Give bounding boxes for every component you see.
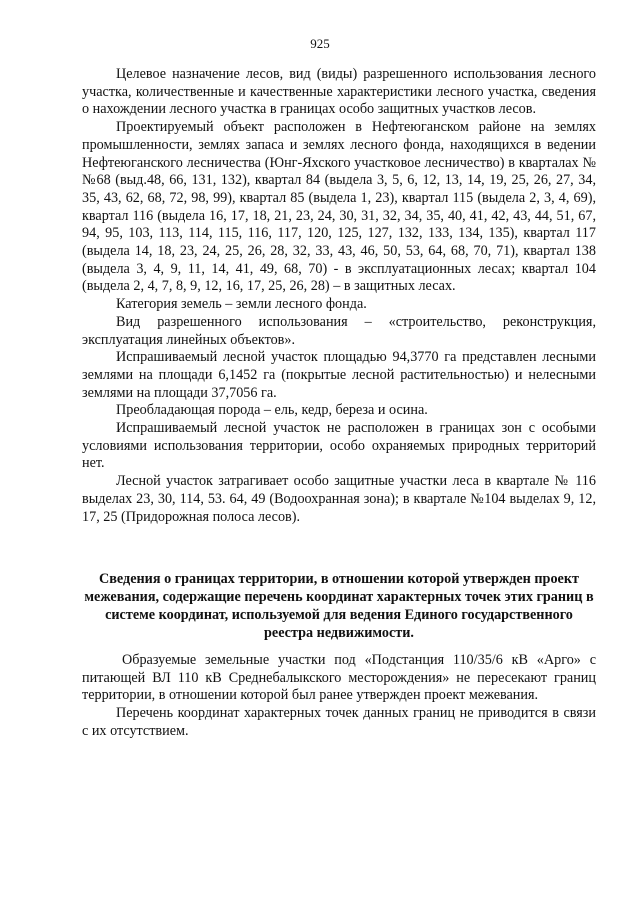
section-heading: Сведения о границах территории, в отношении которой утвержден проект межевания, содержащие перечень координат характерных точек этих границ в системе координат, используемой для ведения Единого государственного реестра недвижимости.	[84, 571, 594, 641]
body-text-top	[82, 66, 596, 526]
paragraph-plot-area: Испрашиваемый лесной участок площадью 94,3770 га представлен лесными землями на площади 6,1452 га (покрытые лесной растительностью) и нелесными землями на площади 37,7056 га.	[82, 349, 596, 401]
paragraph-permitted-use: Вид разрешенного использования – «строительство, реконструкция, эксплуатация линейных объектов».	[82, 313, 596, 348]
paragraph-location: Проектируемый объект расположен в Нефтеюганском районе на землях промышленности, землях запаса и землях лесного фонда, находящихся в ведении Нефтеюганского лесничества (Юнг-Яхского участковое лесничество) в кварталах №№68 (выд.48, 66, 131, 132), квартал 84 (выдела 3, 5, 6, 12, 13, 14, 19, 25, 26, 27, 34, 35, 43, 62, 68, 72, 98, 99), квартал 85 (выдела 1, 23), квартал 115 (выдела 2, 3, 4, 69), квартал 116 (выдела 16, 17, 18, 21, 23, 24, 30, 31, 32, 34, 35, 40, 41, 42, 43, 44, 51, 67, 94, 95, 103, 113, 114, 115, 116, 117, 120, 125, 127, 132, 133, 134, 135), квартал 117 (выдела 14, 18, 23, 24, 25, 26, 28, 32, 33, 43, 46, 50, 53, 64, 68, 70, 71), квартал 138 (выдела 3, 4, 9, 11, 14, 41, 49, 68, 70) - в эксплуатационных лесах; квартал 104 (выдела 2, 4, 7, 8, 9, 12, 16, 17, 25, 26, 28) – в защитных лесах.	[82, 119, 596, 295]
paragraph-purpose: Целевое назначение лесов, вид (виды) разрешенного использования лесного участка, количественные и качественные характеристики лесного участка, сведения о нахождении лесного участка в границах особо защитных участков лесов.	[82, 66, 596, 118]
body-text-bottom	[82, 652, 596, 741]
paragraph-special-zones: Испрашиваемый лесной участок не расположен в границах зон с особыми условиями использования территории, особо охраняемых природных территорий нет.	[82, 420, 596, 472]
paragraph-protective-areas: Лесной участок затрагивает особо защитные участки леса в квартале № 116 выделах 23, 30, 114, 53. 64, 49 (Водоохранная зона); в квартале №104 выделах 9, 12, 17, 25 (Придорожная полоса лесов).	[82, 473, 596, 525]
paragraph-tree-species: Преобладающая порода – ель, кедр, береза и осина.	[116, 402, 428, 419]
paragraph-land-category: Категория земель – земли лесного фонда.	[116, 296, 367, 313]
page-number: 925	[310, 36, 330, 51]
paragraph-no-coordinates: Перечень координат характерных точек данных границ не приводится в связи с их отсутствием.	[82, 705, 596, 739]
paragraph-no-intersection: Образуемые земельные участки под «Подстанция 110/35/6 кВ «Арго» с питающей ВЛ 110 кВ Среднебалыкского месторождения» не пересекают границ территории, в отношении которой был ранее утвержден проект межевания.	[82, 652, 596, 704]
